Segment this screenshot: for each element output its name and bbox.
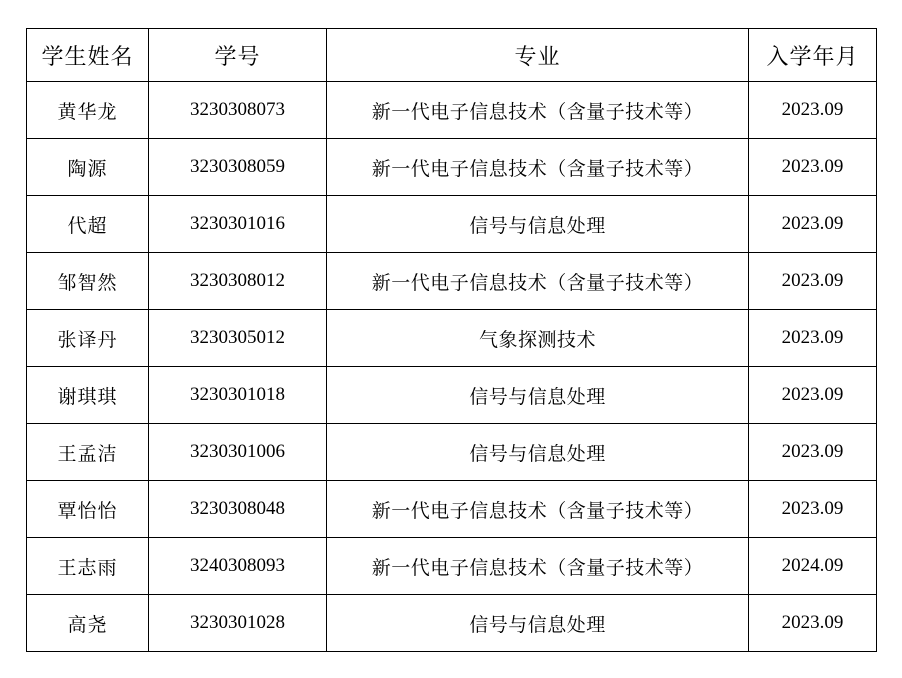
cell-major: 新一代电子信息技术（含量子技术等）	[327, 253, 749, 310]
cell-major: 信号与信息处理	[327, 595, 749, 652]
table-row	[27, 481, 877, 538]
cell-major: 信号与信息处理	[327, 367, 749, 424]
cell-student-id: 3230308048	[149, 481, 327, 538]
cell-enrollment-date: 2023.09	[749, 424, 877, 481]
table-row	[27, 424, 877, 481]
cell-student-name: 邹智然	[27, 253, 149, 310]
cell-enrollment-date: 2024.09	[749, 538, 877, 595]
cell-student-id: 3230308073	[149, 82, 327, 139]
cell-student-name: 张译丹	[27, 310, 149, 367]
column-header-enrollment-date	[749, 29, 877, 82]
cell-enrollment-date: 2023.09	[749, 253, 877, 310]
table-header	[27, 29, 877, 82]
cell-student-id: 3230301016	[149, 196, 327, 253]
table-row	[27, 367, 877, 424]
table-row	[27, 139, 877, 196]
table-header-row	[27, 29, 877, 82]
cell-enrollment-date: 2023.09	[749, 196, 877, 253]
cell-student-id: 3230301028	[149, 595, 327, 652]
cell-student-name: 高尧	[27, 595, 149, 652]
cell-student-name: 王志雨	[27, 538, 149, 595]
cell-student-name: 代超	[27, 196, 149, 253]
table-body	[27, 82, 877, 652]
cell-major: 信号与信息处理	[327, 196, 749, 253]
column-header-major-label: 专业	[514, 43, 561, 69]
cell-enrollment-date: 2023.09	[749, 82, 877, 139]
cell-student-id: 3230305012	[149, 310, 327, 367]
table-row	[27, 595, 877, 652]
cell-student-id: 3230301018	[149, 367, 327, 424]
cell-major: 气象探测技术	[327, 310, 749, 367]
table-row	[27, 538, 877, 595]
cell-student-id: 3230308012	[149, 253, 327, 310]
table-row	[27, 196, 877, 253]
cell-enrollment-date: 2023.09	[749, 481, 877, 538]
table-row	[27, 310, 877, 367]
cell-student-id: 3230308059	[149, 139, 327, 196]
table-row	[27, 82, 877, 139]
cell-major: 新一代电子信息技术（含量子技术等）	[327, 139, 749, 196]
cell-major: 新一代电子信息技术（含量子技术等）	[327, 538, 749, 595]
cell-student-name: 陶源	[27, 139, 149, 196]
cell-enrollment-date: 2023.09	[749, 595, 877, 652]
cell-enrollment-date: 2023.09	[749, 367, 877, 424]
cell-enrollment-date: 2023.09	[749, 139, 877, 196]
column-header-student-name	[27, 29, 149, 82]
cell-student-name: 谢琪琪	[27, 367, 149, 424]
cell-major: 信号与信息处理	[327, 424, 749, 481]
column-header-student-id	[149, 29, 327, 82]
student-roster-table	[26, 28, 877, 652]
cell-major: 新一代电子信息技术（含量子技术等）	[327, 82, 749, 139]
cell-student-name: 黄华龙	[27, 82, 149, 139]
cell-enrollment-date: 2023.09	[749, 310, 877, 367]
cell-student-name: 覃怡怡	[27, 481, 149, 538]
column-header-student-id-label: 学号	[214, 43, 261, 69]
cell-student-id: 3240308093	[149, 538, 327, 595]
column-header-student-name-label: 学生姓名	[41, 43, 134, 69]
column-header-enrollment-date-label: 入学年月	[766, 43, 859, 69]
table-row	[27, 253, 877, 310]
cell-student-id: 3230301006	[149, 424, 327, 481]
cell-major: 新一代电子信息技术（含量子技术等）	[327, 481, 749, 538]
cell-student-name: 王孟洁	[27, 424, 149, 481]
column-header-major	[327, 29, 749, 82]
